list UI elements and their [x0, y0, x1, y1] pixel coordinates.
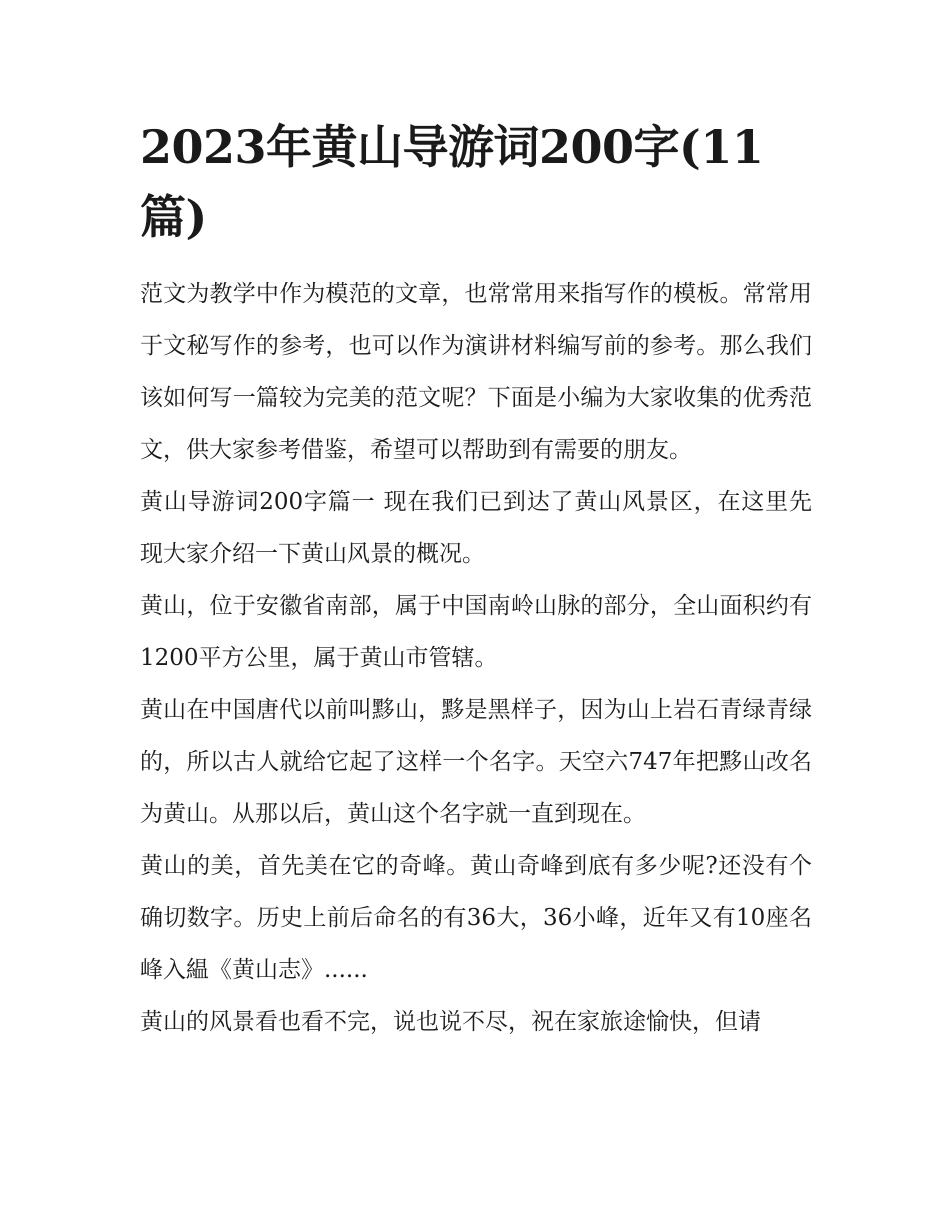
document-title: 2023年黄山导游词200字(11篇) — [140, 120, 764, 244]
paragraph-history: 黄山在中国唐代以前叫黟山，黟是黑样子，因为山上岩石青绿青绿的，所以古人就给它起了这样一个名字。天空六747年把黟山改名为黄山。从那以后，黄山这个名字就一直到现在。 — [140, 697, 812, 827]
paragraph-intro: 范文为教学中作为模范的文章，也常常用来指写作的模板。常常用于文秘写作的参考，也可以作为演讲材料编写前的参考。那么我们该如何写一篇较为完美的范文呢？下面是小编为大家收集的优秀范文，供大家参考借鉴，希望可以帮助到有需要的朋友。 — [140, 281, 812, 463]
paragraph-peaks: 黄山的美，首先美在它的奇峰。黄山奇峰到底有多少呢?还没有个确切数字。历史上前后命名的有36大，36小峰，近年又有10座名峰入緼《黄山志》...... — [140, 853, 812, 983]
paragraph-section-one: 黄山导游词200字篇一 现在我们已到达了黄山风景区，在这里先现大家介绍一下黄山风景的概况。 — [140, 489, 812, 567]
document-body — [140, 112, 812, 1048]
paragraph-location: 黄山，位于安徽省南部，属于中国南岭山脉的部分，全山面积约有1200平方公里，属于黄山市管辖。 — [140, 593, 812, 671]
paragraph-closing: 黄山的风景看也看不完，说也说不尽，祝在家旅途愉快，但请 — [140, 1009, 761, 1035]
